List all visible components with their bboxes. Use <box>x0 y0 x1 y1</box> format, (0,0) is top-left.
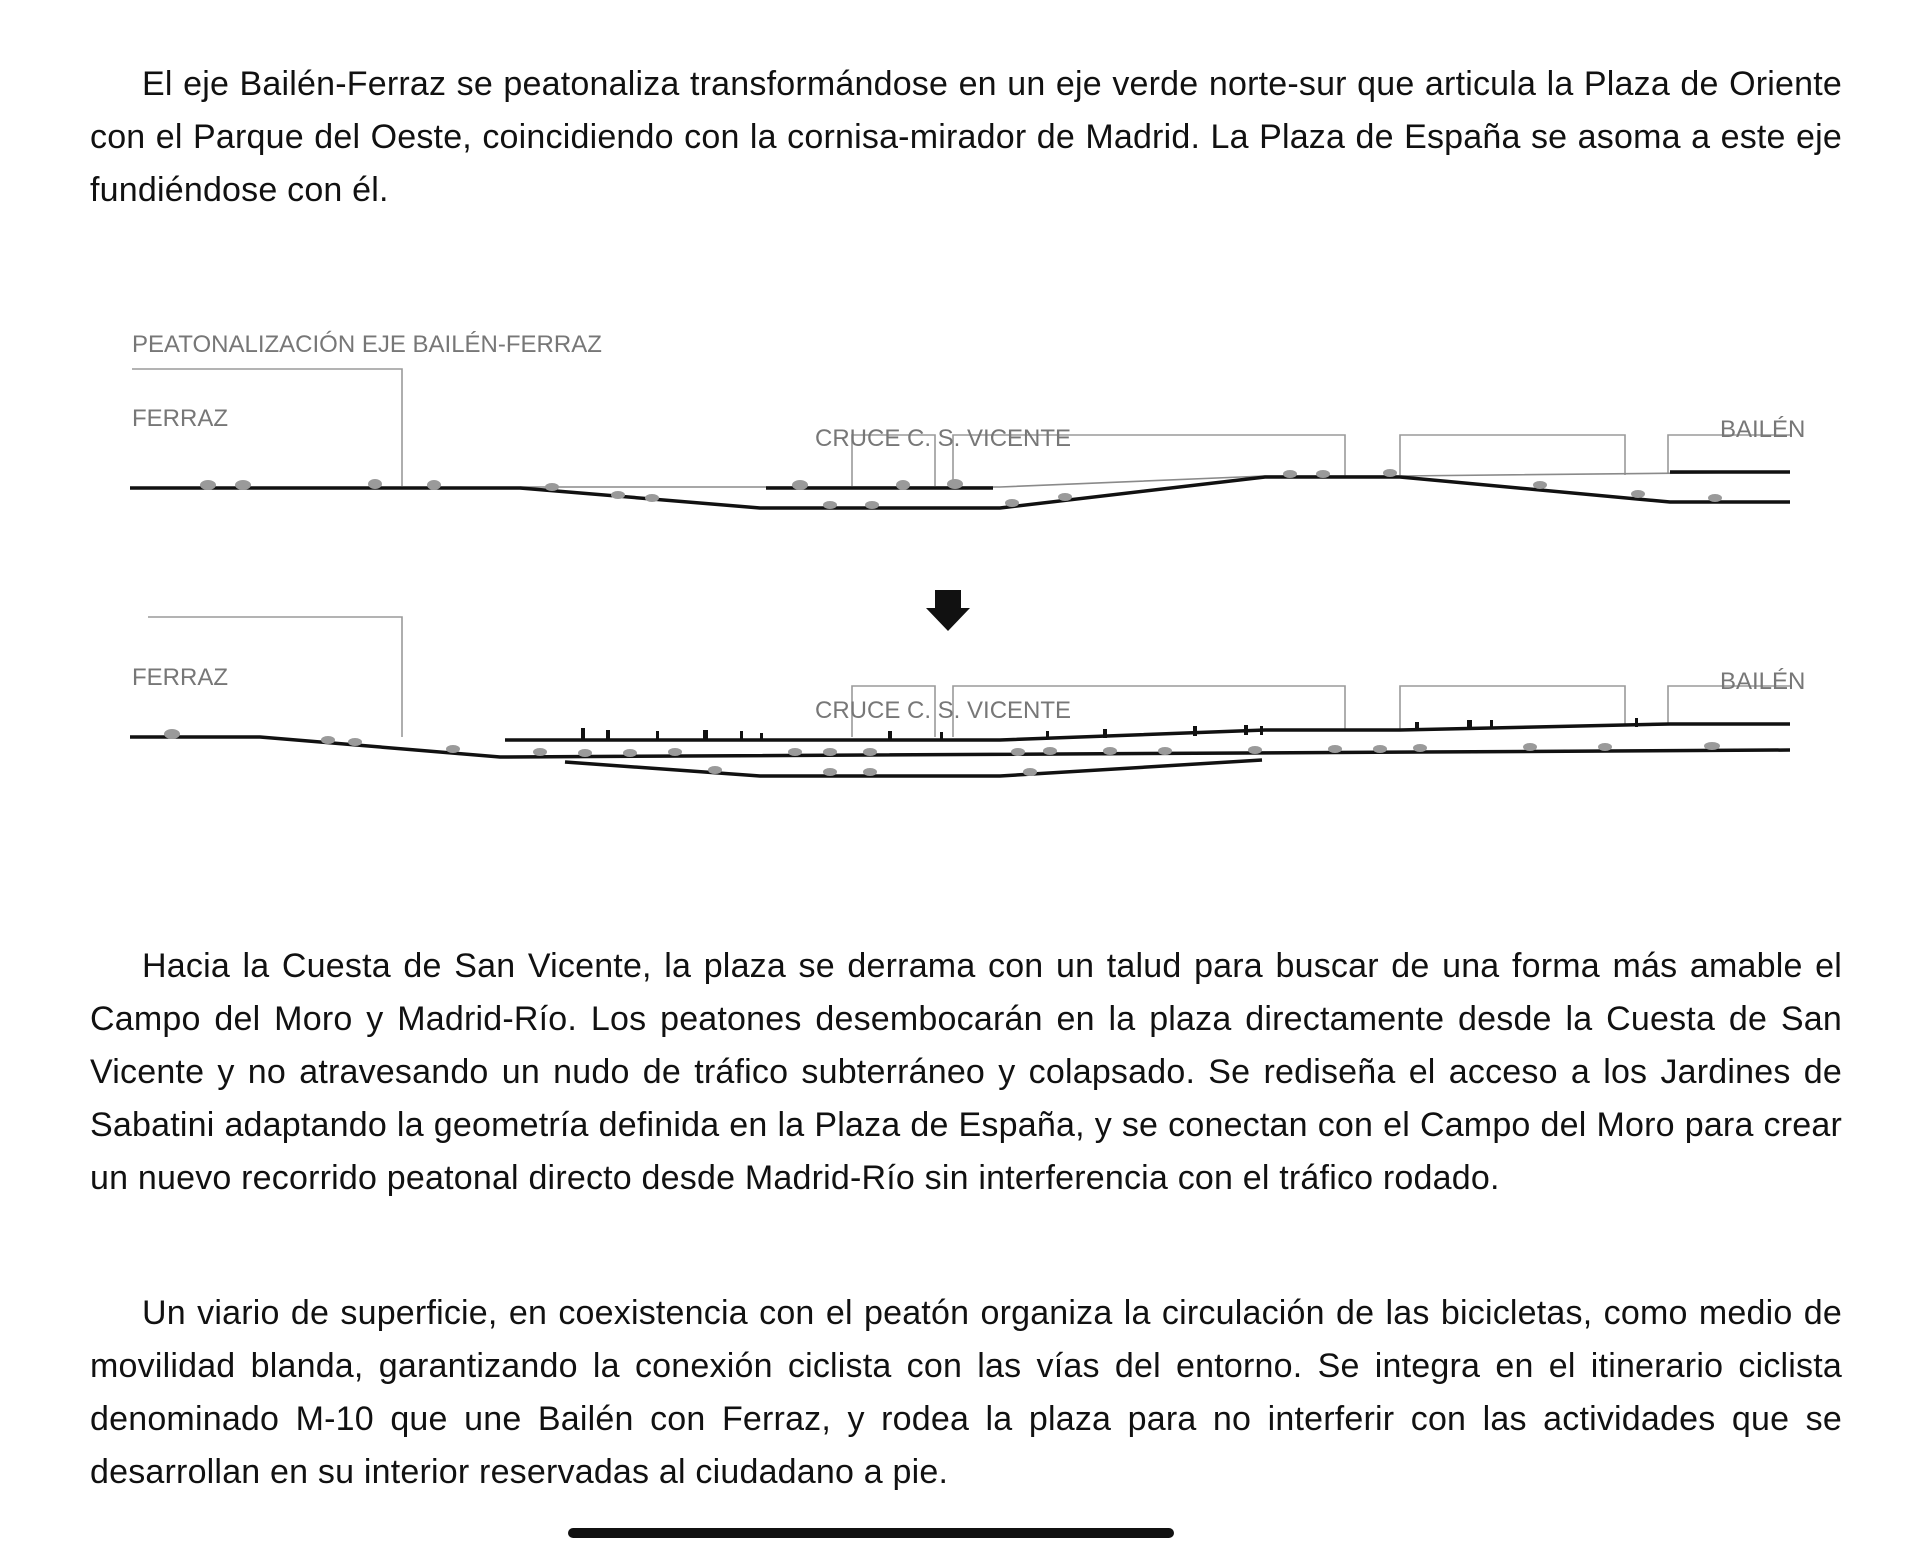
bottom-right-label: BAILÉN <box>1720 668 1806 695</box>
top-center-label: CRUCE C. S. VICENTE <box>815 425 1072 452</box>
home-indicator[interactable] <box>568 1528 1174 1538</box>
bottom-section <box>130 617 1805 776</box>
top-right-label: BAILÉN <box>1720 416 1806 443</box>
section-diagram <box>0 300 1920 860</box>
paragraph-bicycle-circulation: Un viario de superficie, en coexistencia con el peatón organiza la circulación de las bicicletas, como medio de movilidad blanda, garantizando la conexión ciclista con las vías del entorno. Se integra en el itinerario ciclista denominado M-10 que une Bailén con Ferraz, y rodea la plaza para no interferir con las actividades que se desarrollan en su interior reservadas al ciudadano a pie. <box>90 1294 1842 1491</box>
paragraph-intro: El eje Bailén-Ferraz se peatonaliza transformándose en un eje verde norte-sur que articula la Plaza de Oriente con el Parque del Oeste, coincidiendo con la cornisa-mirador de Madrid. La Plaza de España se asoma a este eje fundiéndose con él. <box>90 65 1842 209</box>
bottom-center-label: CRUCE C. S. VICENTE <box>815 697 1072 724</box>
paragraph-cuesta-san-vicente: Hacia la Cuesta de San Vicente, la plaza se derrama con un talud para buscar de una forma más amable el Campo del Moro y Madrid-Río. Los peatones desembocarán en la plaza directamente desde la Cuesta de San Vicente y no atravesando un nudo de tráfico subterráneo y colapsado. Se rediseña el acceso a los Jardines de Sabatini adaptando la geometría definida en la Plaza de España, y se conectan con el Campo del Moro para crear un nuevo recorrido peatonal directo desde Madrid-Río sin interferencia con el tráfico rodado. <box>90 947 1842 1197</box>
top-left-label: FERRAZ <box>132 405 228 432</box>
arrow-down-icon <box>926 590 970 631</box>
diagram-title: PEATONALIZACIÓN EJE BAILÉN-FERRAZ <box>132 331 602 358</box>
bottom-left-label: FERRAZ <box>132 664 228 691</box>
top-section <box>130 369 1805 509</box>
